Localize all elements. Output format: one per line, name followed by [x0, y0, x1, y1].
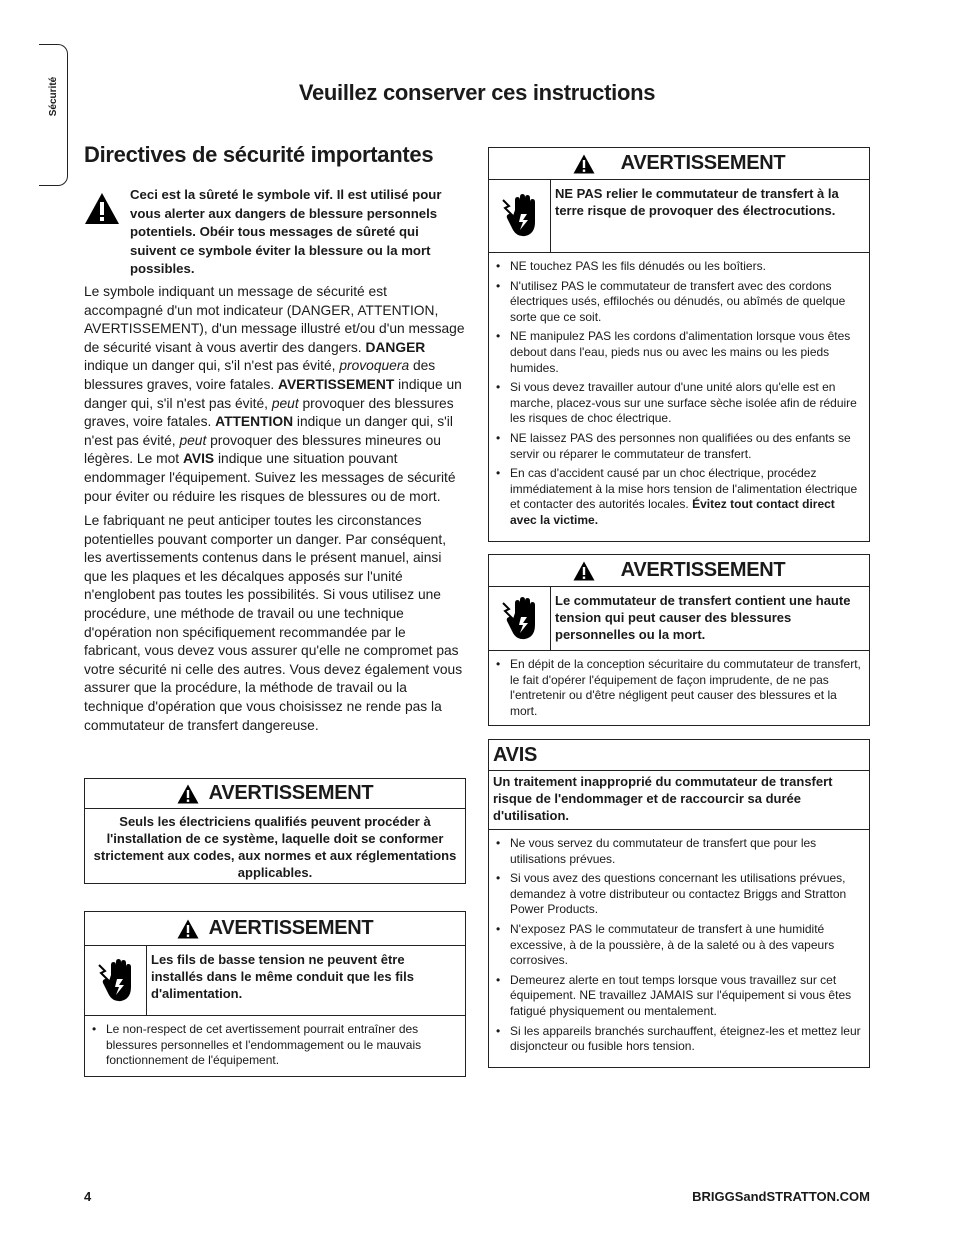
warning-box-message-row	[489, 180, 869, 253]
list-item: • Si vous devez travailler autour d'une unité alors qu'elle est en marche, placez-vous sur une surface sèche isolée afin de réduire les risques de choc électrique.	[493, 380, 863, 427]
warning-box-high-voltage	[488, 554, 870, 726]
warning-box-electricians	[84, 778, 466, 884]
warning-box-header	[85, 912, 465, 946]
manufacturer-paragraph: Le fabriquant ne peut anticiper toutes les circonstances potentielles pouvant comporter un danger. Par conséquent, les avertissements contenus dans le présent manuel, ainsi que les plaques et les décalques apposés sur l'unité n'englobent pas toutes les possibilités. Si vous utilisez une procédure, une méthode de travail ou une technique d'opération non spécifiquement recommandée par le fabricant, vous devez vous assurer qu'elle ne compromet pas votre sécurité ni celle des autres. Vous devez également vous assurer que la procédure, la méthode de travail ou la technique d'opération que vous choisissez ne rende pas la commutateur de transfert dangereuse.	[84, 513, 463, 733]
notice-box-title: AVIS	[493, 743, 537, 766]
list-item: • N'utilisez PAS le commutateur de transfert avec des cordons électriques usés, effilochés ou dénudés, ou abîmés de quelque sorte que ce soit.	[493, 279, 863, 326]
warning-box-title: AVERTISSEMENT	[208, 782, 374, 804]
warning-box-bullets	[489, 651, 869, 729]
electric-shock-hand-icon	[489, 180, 551, 252]
warning-box-low-voltage	[84, 911, 466, 1077]
warning-box-title: AVERTISSEMENT	[620, 559, 786, 581]
section-title: Directives de sécurité importantes	[84, 142, 434, 167]
warning-triangle-icon	[573, 561, 595, 581]
warning-box-header	[489, 555, 869, 587]
warning-triangle-icon	[177, 919, 199, 939]
website-footer: BRIGGSandSTRATTON.COM	[692, 1189, 870, 1204]
list-item: • NE laissez PAS des personnes non qualifiées ou des enfants se servir ou réparer le commutateur de transfert.	[493, 431, 863, 462]
warning-box-message-row	[85, 946, 465, 1016]
intro-bold-text: Ceci est la sûreté le symbole vif. Il est utilisé pour vous alerter aux dangers de blessure personnels potentiels. Obéir tous messages de sûreté qui suivent ce symbole éviter la blessure ou la mort possibles.	[130, 187, 442, 277]
warning-triangle-icon	[573, 154, 595, 174]
page-number: 4	[84, 1189, 92, 1204]
side-tab-label: Sécurité	[48, 76, 59, 117]
list-item: • En cas d'accident causé par un choc électrique, procédez immédiatement à la mise hors tension de l'alimentation électrique et contacter des autorités locales. Évitez tout contact direct avec la victime.	[493, 466, 863, 528]
notice-box-text: Un traitement inapproprié du commutateur de transfert risque de l'endommager et de raccourcir sa durée d'utilisation.	[489, 771, 869, 830]
body-text	[84, 283, 466, 735]
side-tab-outline	[39, 44, 68, 186]
list-item: • Le non-respect de cet avertissement pourrait entraîner des blessures personnelles et l'endommagement ou le mauvais fonctionnement de l'équipement.	[89, 1022, 459, 1069]
warning-box-text: NE PAS relier le commutateur de transfert à la terre risque de provoquer des électrocutions.	[555, 186, 839, 218]
electric-shock-hand-icon	[489, 587, 551, 650]
list-item: • N'exposez PAS le commutateur de transfert à une humidité excessive, à de la poussière, à de la saleté ou à des vapeurs corrosives.	[493, 922, 863, 969]
notice-box-bullets	[489, 830, 869, 1065]
list-item: • NE manipulez PAS les cordons d'alimentation lorsque vous êtes debout dans l'eau, pieds nus ou avec les mains ou les pieds humides.	[493, 329, 863, 376]
warning-box-bullets	[85, 1016, 465, 1079]
warning-box-text: Le commutateur de transfert contient une haute tension qui peut causer des blessures personnelles ou la mort.	[555, 593, 851, 642]
warning-box-title: AVERTISSEMENT	[620, 152, 786, 174]
warning-box-message-row	[489, 587, 869, 651]
electric-shock-hand-icon	[85, 946, 147, 1015]
list-item: • En dépit de la conception sécuritaire du commutateur de transfert, le fait d'opérer l'équipement de façon imprudente, de ne pas l'entretenir ou d'être négligent peut causer des blessures et la mort.	[493, 657, 863, 719]
notice-box-header	[489, 740, 869, 771]
warning-box-text: Les fils de basse tension ne peuvent être installés dans le même conduit que les fils d'alimentation.	[151, 952, 414, 1001]
warning-box-grounding	[488, 147, 870, 542]
warning-box-header	[85, 779, 465, 809]
list-item: • Si les appareils branchés surchauffent, éteignez-les et mettez leur disjoncteur ou fusible hors tension.	[493, 1024, 863, 1055]
warning-box-header	[489, 148, 869, 180]
warning-triangle-icon	[177, 784, 199, 804]
intro-block	[84, 186, 466, 279]
main-title: Veuillez conserver ces instructions	[298, 80, 656, 105]
signal-words-paragraph: Le symbole indiquant un message de sécurité est accompagné d'un mot indicateur (DANGER, ATTENTION, AVERTISSEMENT), d'un message illustré et/ou d'un message de sécurité visant à vous avertir des dangers. DANGER indique un danger qui, s'il n'est pas évité, provoquera des blessures graves, voire fatales. AVERTISSEMENT indique un danger qui, s'il n'est pas évité, peut provoquer des blessures graves, voire fatales. ATTENTION indique un danger qui, s'il n'est pas évité, peut provoquer des blessures mineures ou légères. Le mot AVIS indique une situation pouvant endommager l'équipement. Suivez les messages de sécurité pour éviter ou réduire les risques de blessures ou de mort.	[84, 283, 465, 504]
left-column	[84, 186, 466, 735]
list-item: • NE touchez PAS les fils dénudés ou les boîtiers.	[493, 259, 863, 275]
list-item: • Ne vous servez du commutateur de transfert que pour les utilisations prévues.	[493, 836, 863, 867]
warning-box-bullets	[489, 253, 869, 539]
list-item: • Demeurez alerte en tout temps lorsque vous travaillez sur cet équipement. NE travaillez JAMAIS sur l'équipement si vous êtes fatigué physiquement ou mentalement.	[493, 973, 863, 1020]
warning-triangle-icon	[84, 192, 130, 230]
notice-box	[488, 739, 870, 1068]
list-item: • Si vous avez des questions concernant les utilisations prévues, demandez à votre distributeur ou contactez Briggs and Stratton Power Products.	[493, 871, 863, 918]
warning-box-text: Seuls les électriciens qualifiés peuvent procéder à l'installation de ce système, laquelle doit se conformer strictement aux codes, aux normes et aux réglementations applicables.	[93, 814, 457, 880]
warning-box-title: AVERTISSEMENT	[208, 917, 374, 939]
